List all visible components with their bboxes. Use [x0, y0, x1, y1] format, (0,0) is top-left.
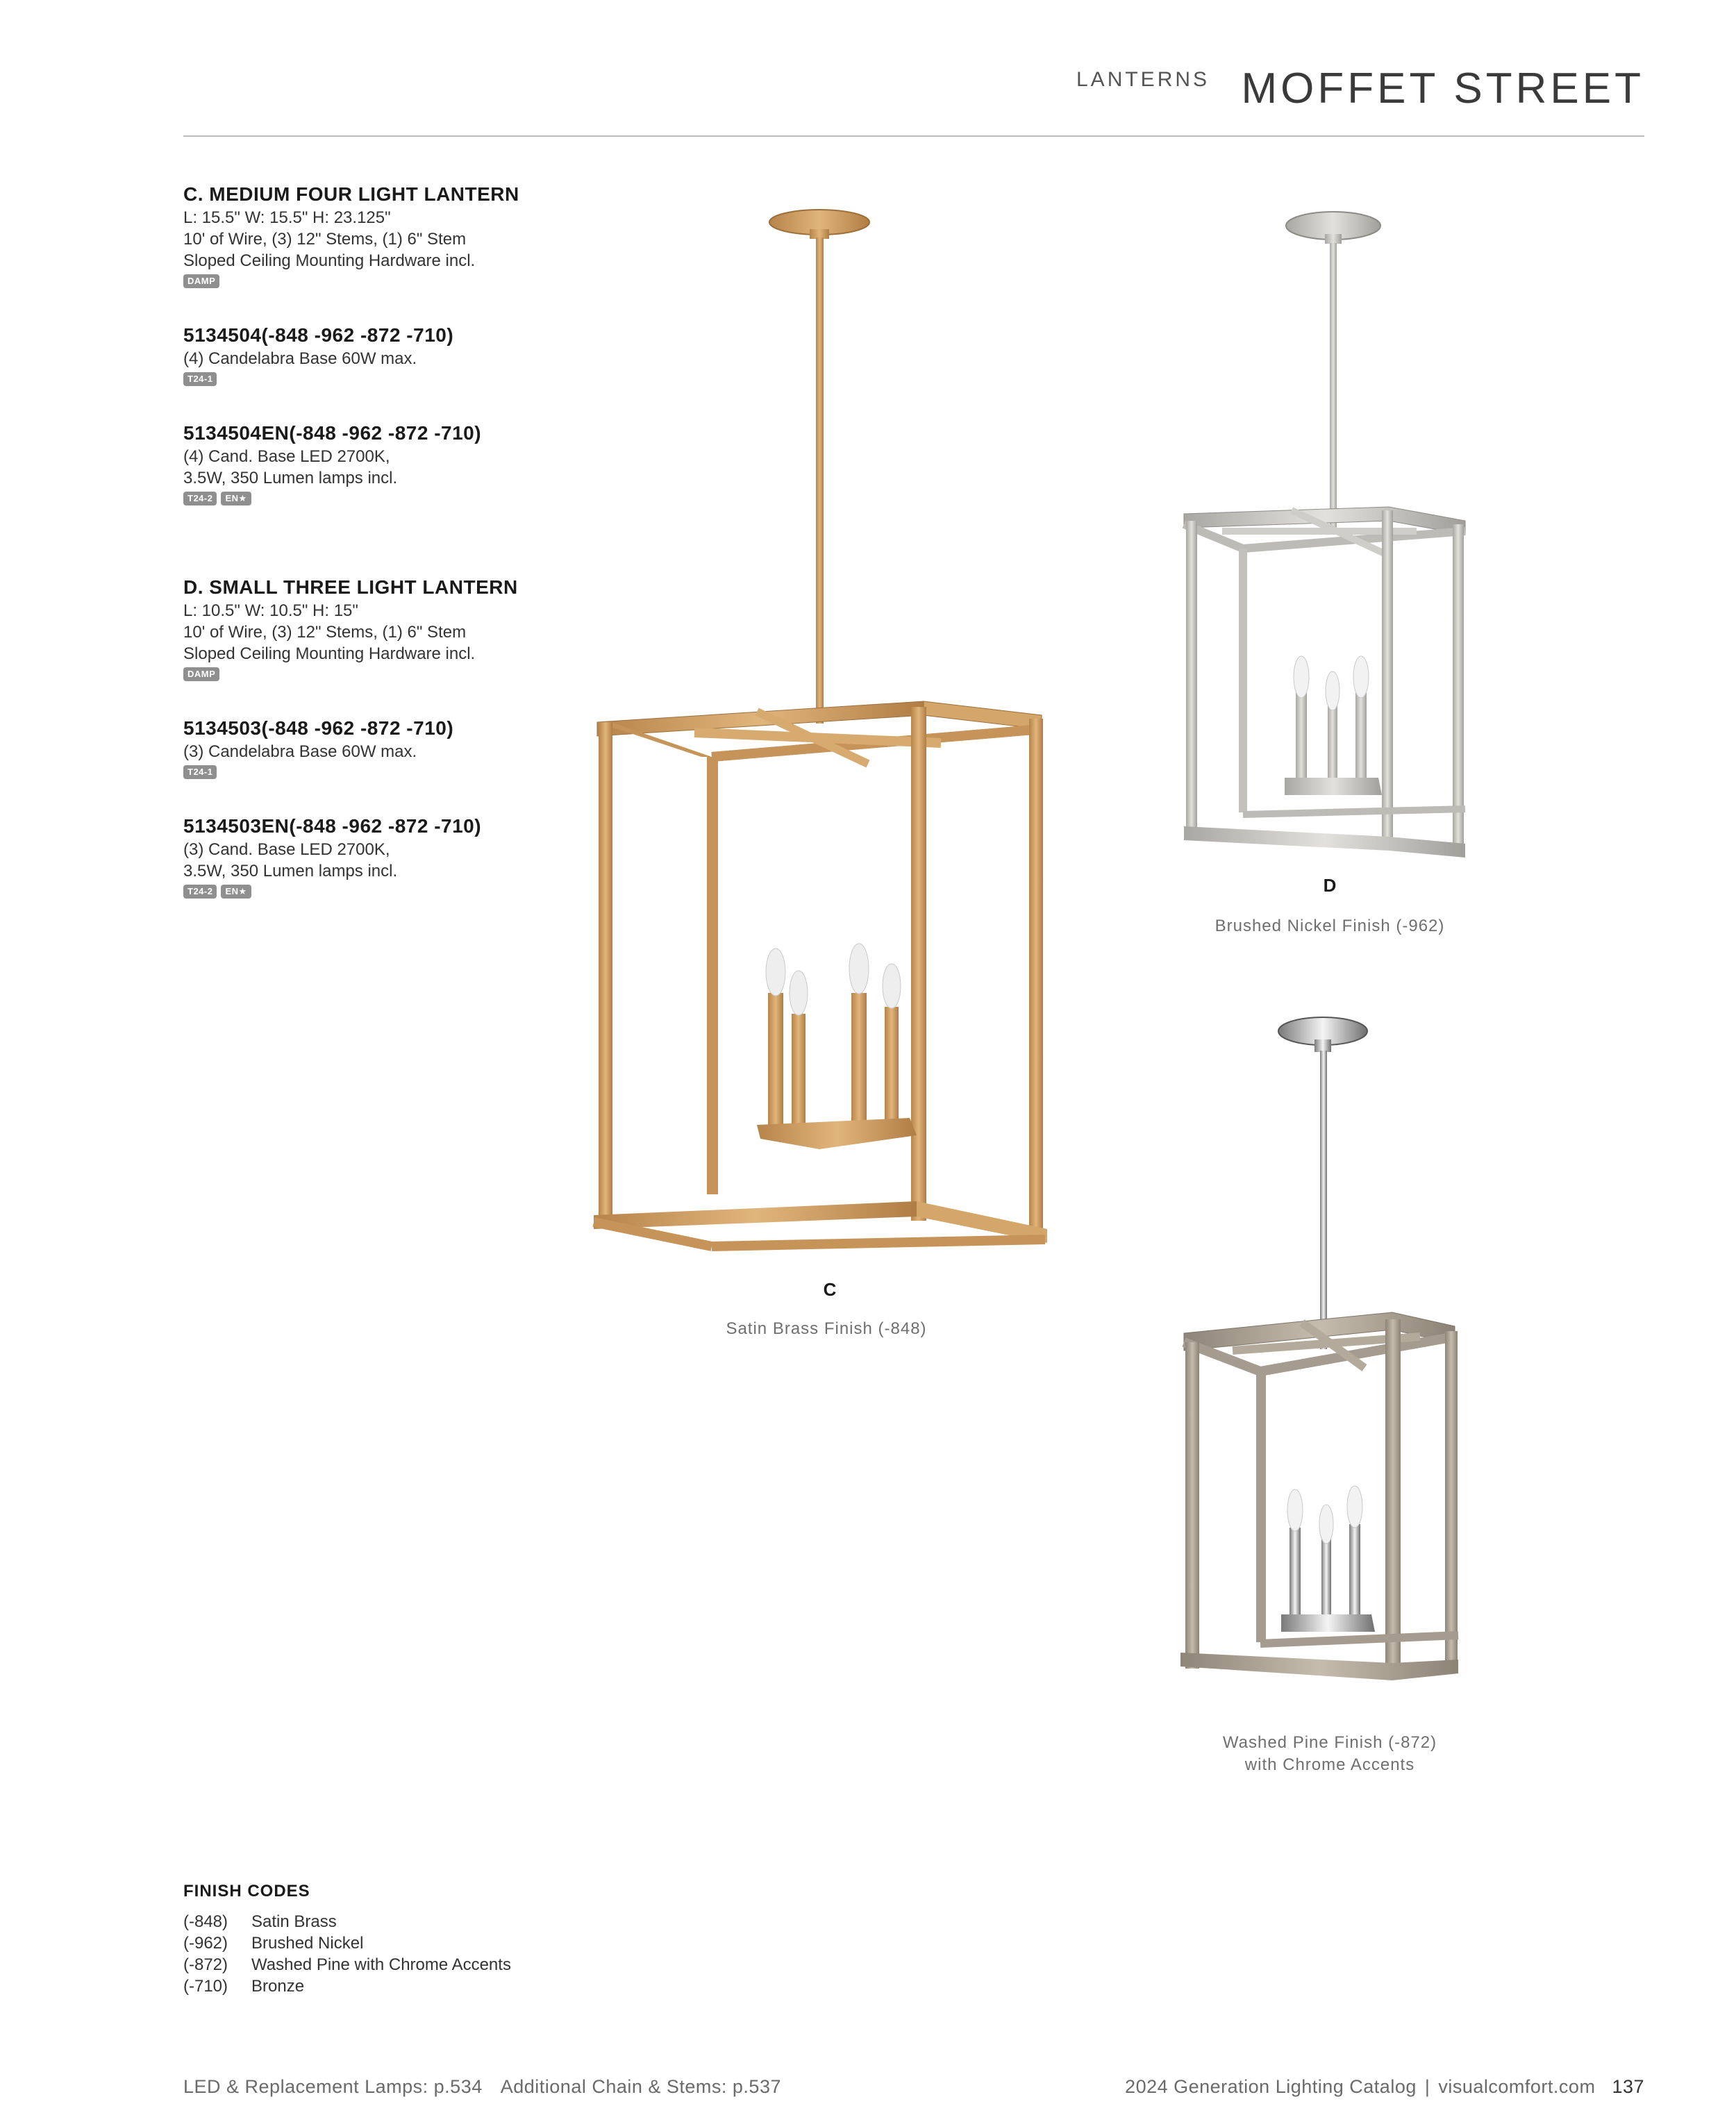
sku-title: 5134504(-848 -962 -872 -710) [183, 324, 454, 346]
chain-reference: Additional Chain & Stems: p.537 [500, 2076, 781, 2097]
caption-washed-pine [1180, 1732, 1479, 1776]
spec-column [183, 182, 600, 933]
website-link[interactable]: visualcomfort.com [1438, 2076, 1596, 2097]
caption-c: Satin Brass Finish (-848) [726, 1319, 927, 1338]
spec-line: L: 10.5" W: 10.5" H: 15" [183, 601, 358, 620]
product-letter-c: C [823, 1279, 837, 1300]
energy-star-badge: EN★ [221, 492, 251, 506]
finish-name: Brushed Nickel [251, 1934, 364, 1953]
finish-name: Bronze [251, 1977, 305, 1996]
header-divider [183, 135, 1644, 137]
product-image-washed-pine [1177, 1010, 1476, 1705]
product-image-d [1180, 205, 1472, 864]
product-letter-d: D [1323, 875, 1337, 896]
spec-line: 10' of Wire, (3) 12" Stems, (1) 6" Stem [183, 623, 467, 642]
t24-badge: T24-2 [183, 492, 217, 506]
catalog-name: 2024 Generation Lighting Catalog [1125, 2076, 1417, 2097]
finish-row [183, 1954, 511, 1975]
lamps-reference: LED & Replacement Lamps: p.534 [183, 2076, 483, 2097]
energy-star-badge: EN★ [221, 885, 251, 899]
finish-code: (-848) [183, 1912, 228, 1931]
page-number: 137 [1612, 2076, 1644, 2097]
finish-name: Satin Brass [251, 1912, 337, 1931]
finish-row [183, 1911, 511, 1932]
separator: | [1424, 2076, 1430, 2097]
nickel-lantern-illustration [1180, 205, 1472, 864]
spec-sku [183, 716, 600, 779]
finish-name: Washed Pine with Chrome Accents [251, 1955, 511, 1974]
spec-line: 10' of Wire, (3) 12" Stems, (1) 6" Stem [183, 230, 467, 249]
footer-catalog [1125, 2076, 1644, 2098]
sku-title: 5134503(-848 -962 -872 -710) [183, 717, 454, 739]
page-title: MOFFET STREET [1241, 65, 1644, 112]
sku-title: 5134504EN(-848 -962 -872 -710) [183, 422, 482, 444]
spec-line: Sloped Ceiling Mounting Hardware incl. [183, 644, 476, 663]
t24-badge: T24-1 [183, 372, 217, 386]
finish-code: (-710) [183, 1977, 228, 1996]
spec-line: (3) Cand. Base LED 2700K, [183, 840, 390, 859]
spec-line: 3.5W, 350 Lumen lamps incl. [183, 862, 398, 880]
washed-pine-lantern-illustration [1177, 1010, 1476, 1705]
finish-row [183, 1932, 511, 1954]
footer-references [183, 2076, 781, 2098]
spec-medium-lantern [183, 182, 600, 288]
spec-line: (4) Cand. Base LED 2700K, [183, 447, 390, 466]
caption-d: Brushed Nickel Finish (-962) [1215, 917, 1445, 935]
caption-line: Washed Pine Finish (-872) [1222, 1733, 1437, 1752]
finish-codes [183, 1882, 511, 1997]
spec-title: D. SMALL THREE LIGHT LANTERN [183, 576, 518, 598]
finish-codes-title: FINISH CODES [183, 1882, 310, 1900]
spec-sku [183, 323, 600, 386]
damp-badge: DAMP [183, 667, 219, 681]
spec-line: (4) Candelabra Base 60W max. [183, 349, 417, 368]
product-image-c [590, 201, 1049, 1271]
spec-title: C. MEDIUM FOUR LIGHT LANTERN [183, 183, 519, 205]
damp-badge: DAMP [183, 274, 219, 288]
finish-code: (-962) [183, 1934, 228, 1953]
finish-code: (-872) [183, 1955, 228, 1974]
spec-line: L: 15.5" W: 15.5" H: 23.125" [183, 208, 391, 227]
caption-line: with Chrome Accents [1244, 1755, 1415, 1774]
spec-line: 3.5W, 350 Lumen lamps incl. [183, 469, 398, 487]
sku-title: 5134503EN(-848 -962 -872 -710) [183, 815, 482, 837]
spec-line: (3) Candelabra Base 60W max. [183, 742, 417, 761]
finish-row [183, 1975, 511, 1997]
section-label: LANTERNS [1076, 68, 1210, 91]
spec-small-lantern [183, 575, 600, 681]
spec-sku-en [183, 421, 600, 506]
spec-line: Sloped Ceiling Mounting Hardware incl. [183, 251, 476, 270]
brass-lantern-illustration [590, 201, 1049, 1271]
spec-sku-en [183, 814, 600, 899]
t24-badge: T24-1 [183, 765, 217, 779]
t24-badge: T24-2 [183, 885, 217, 899]
